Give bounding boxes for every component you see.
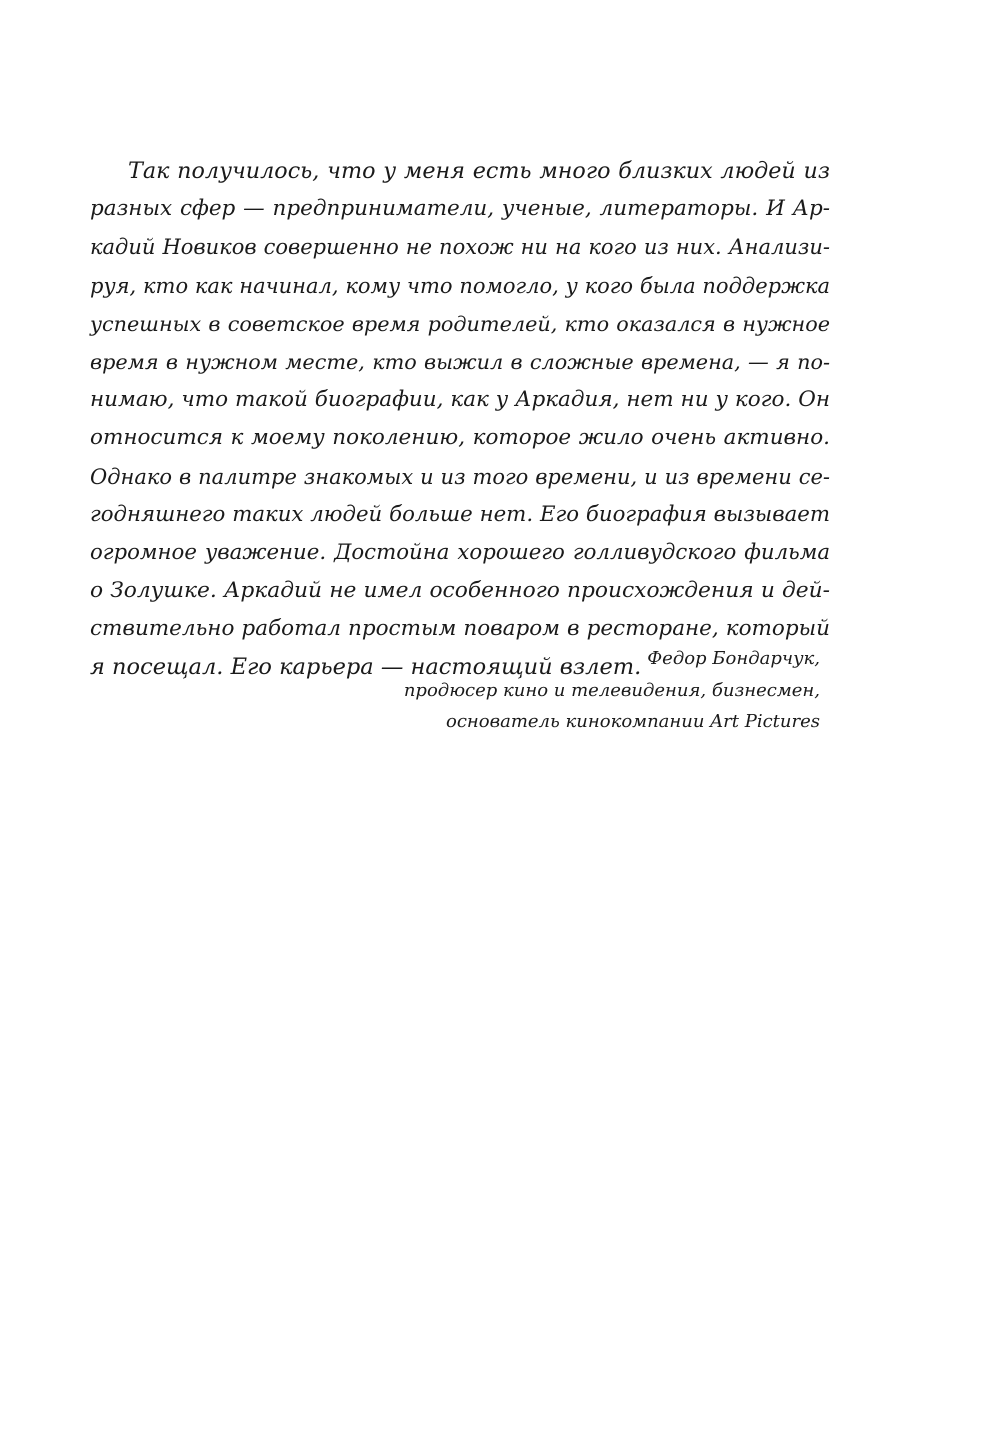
quote-line: ствительно работал простым поваром в ресторане, который	[90, 616, 830, 642]
quote-line: я посещал. Его карьера — настоящий взлет.	[90, 654, 642, 681]
quote-line: нимаю, что такой биографии, как у Аркадия, нет ни у кого. Он	[90, 387, 830, 413]
quote-line: Так получилось, что у меня есть много близких людей из	[128, 158, 830, 184]
quote-paragraph	[90, 152, 830, 687]
quote-line: Однако в палитре знакомых и из того времени, и из времени се-	[90, 464, 830, 489]
quote-line: огромное уважение. Достойна хорошего голливудского фильма	[90, 539, 830, 565]
quote-line: разных сфер — предприниматели, ученые, литераторы. И Ар-	[90, 196, 830, 222]
quote-line: годняшнего таких людей больше нет. Его биография вызывает	[90, 501, 830, 527]
quote-line: руя, кто как начинал, кому что помогло, у кого была поддержка	[90, 273, 830, 298]
quote-line: о Золушке. Аркадий не имел особенного происхождения и дей-	[90, 578, 830, 604]
quote-line: кадий Новиков совершенно не похож ни на кого из них. Анализи-	[90, 235, 830, 260]
quote-attribution	[404, 643, 820, 738]
quote-line: успешных в советское время родителей, кто оказался в нужное	[90, 311, 830, 336]
quote-line: относится к моему поколению, которое жило очень активно.	[90, 425, 830, 451]
author-name: Федор Бондарчук,	[647, 648, 820, 669]
author-company: основатель кинокомпании Art Pictures	[446, 711, 820, 732]
quote-line: время в нужном месте, кто выжил в сложные времена, — я по-	[90, 349, 830, 374]
author-role: продюсер кино и телевидения, бизнесмен,	[403, 679, 820, 701]
